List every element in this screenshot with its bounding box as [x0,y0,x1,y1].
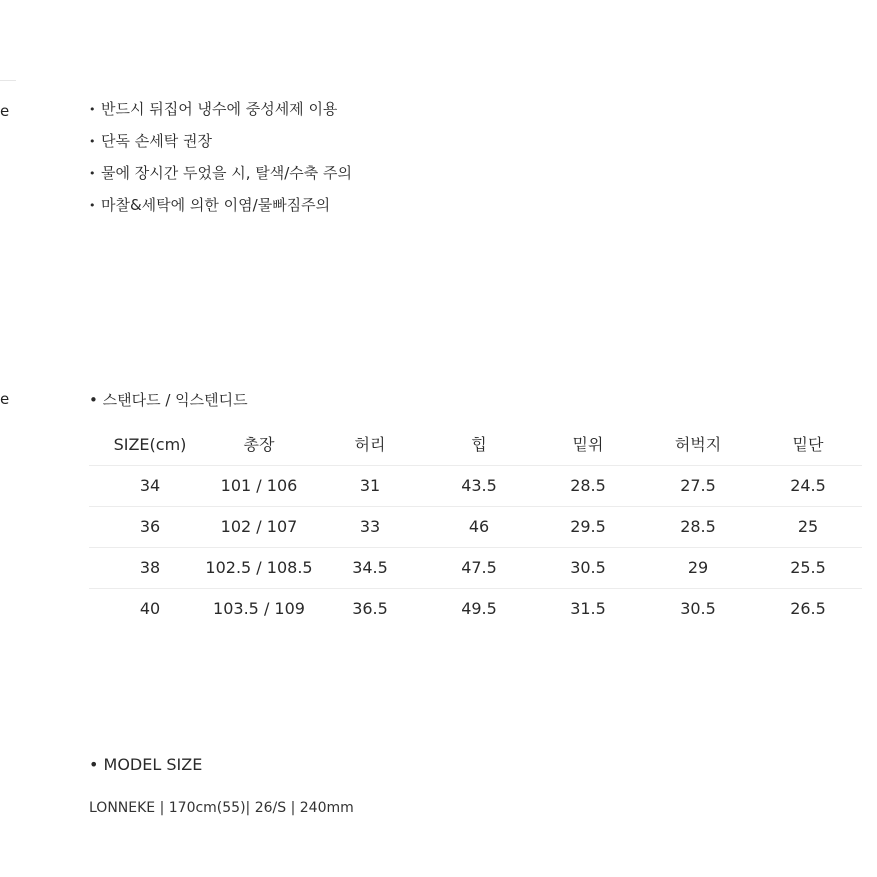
table-cell: 28.5 [680,517,716,536]
table-cell: 30.5 [570,558,606,577]
table-cell: 47.5 [461,558,497,577]
care-item-text: 단독 손세탁 권장 [101,132,212,150]
table-cell: 25.5 [790,558,826,577]
care-section-label-fragment: e [0,102,10,120]
table-header-cell: 총장 [243,435,275,454]
care-item [89,162,352,194]
table-header-cell: 밑위 [572,435,604,454]
table-cell: 30.5 [680,599,716,618]
table-header-cell: 허벅지 [674,435,722,454]
care-item [89,98,352,130]
bullet-icon: • [89,167,96,180]
care-item-text: 마찰&세탁에 의한 이염/물빠짐주의 [101,196,331,214]
section-divider [0,80,16,81]
table-cell: 36.5 [352,599,388,618]
bullet-icon: • [89,135,96,148]
table-header-cell: 밑단 [792,435,824,454]
model-size-info: LONNEKE | 170cm(55)| 26/S | 240mm [89,800,354,816]
table-cell: 26.5 [790,599,826,618]
table-cell: 103.5 / 109 [213,599,305,618]
bullet-icon: • [89,199,96,212]
table-cell: 24.5 [790,476,826,495]
table-cell: 49.5 [461,599,497,618]
care-instructions-list [89,98,352,226]
care-item-text: 반드시 뒤집어 냉수에 중성세제 이용 [101,100,338,118]
table-cell: 34 [139,476,161,495]
table-cell: 31 [359,476,381,495]
size-section-label-fragment: e [0,390,10,408]
table-cell: 29.5 [570,517,606,536]
table-cell: 25 [797,517,819,536]
size-table [89,425,862,629]
table-cell: 36 [139,517,161,536]
table-row [89,589,862,629]
model-size-title: • MODEL SIZE [89,755,203,774]
table-row [89,548,862,589]
table-header-cell: SIZE(cm) [113,435,187,454]
table-cell: 28.5 [570,476,606,495]
table-cell: 27.5 [680,476,716,495]
table-cell: 101 / 106 [220,476,298,495]
table-cell: 29 [687,558,709,577]
table-cell: 40 [139,599,161,618]
care-item [89,194,352,226]
table-cell: 38 [139,558,161,577]
table-cell: 102 / 107 [220,517,298,536]
table-cell: 102.5 / 108.5 [205,558,313,577]
table-cell: 34.5 [352,558,388,577]
size-fit-caption: • 스탠다드 / 익스텐디드 [89,391,248,409]
bullet-icon: • [89,103,96,116]
table-cell: 33 [359,517,381,536]
table-header-row [89,425,862,466]
table-row [89,507,862,548]
care-item [89,130,352,162]
table-header-cell: 힙 [471,435,487,454]
table-cell: 31.5 [570,599,606,618]
care-item-text: 물에 장시간 두었을 시, 탈색/수축 주의 [101,164,353,182]
table-row [89,466,862,507]
table-cell: 46 [468,517,490,536]
table-cell: 43.5 [461,476,497,495]
table-header-cell: 허리 [354,435,386,454]
